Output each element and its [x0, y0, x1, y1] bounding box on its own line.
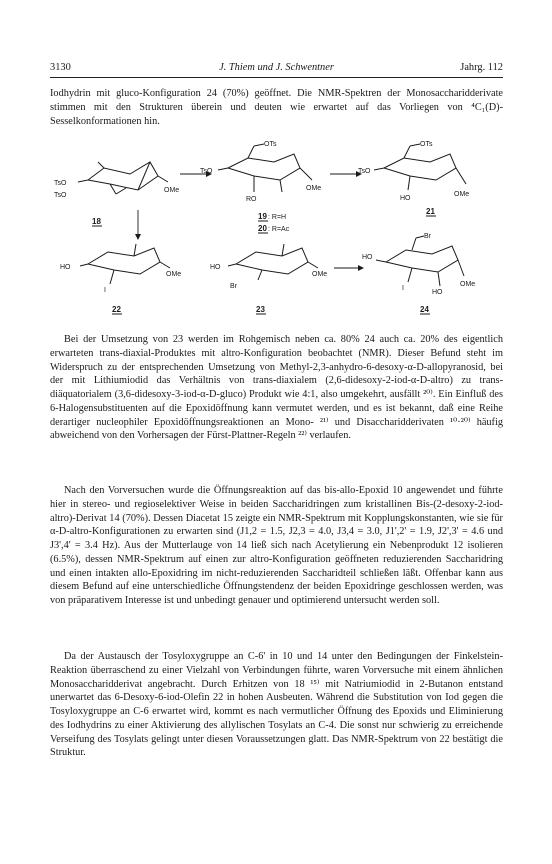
c24-i: I — [402, 285, 404, 292]
c24-br: Br — [424, 233, 431, 240]
c21-ome: OMe — [454, 191, 470, 198]
c24-ho-1: HO — [362, 254, 373, 261]
compound-18-structure — [54, 162, 179, 226]
c22-number: 22 — [112, 305, 121, 314]
c20-number: 20 — [258, 224, 267, 233]
c22-ome: OMe — [166, 271, 182, 278]
c18-number: 18 — [92, 217, 101, 226]
c18-tso-2: TsO — [54, 192, 67, 199]
c19-r-label: : R=H — [268, 214, 287, 221]
paragraph-umsetzung: Bei der Umsetzung von 23 werden im Rohgemisch neben ca. 80% 24 auch ca. 20% des eigentlich erwarteten trans-diaxial-Produktes mit altro-Konfiguration beobachtet (NMR). Dieser Befund steht im Widerspruch zu der entsprechenden Umsetzung von Methyl-2,3-anhydro-6-desoxy-α-D-allopyranosid, bei der mit Lithiumiodid das Verhältnis von trans-diaxialem (2,6-didesoxy-2-iod-α-D-altro) zu trans-diäquatorialem (3,6-didesoxy-3-iod-α-D-gluco) Produkt wie 4:1, also umgekehrt, ausfällt ²⁰⁾. Ein Einfluß des 6-Halogensubstituenten auf die Epoxidöffnung kann vermutet werden, und es ist bekannt, daß eine Reihe derartiger nucleophiler Epoxidöffnungsreaktionen an Mono- ²¹⁾ und Disaccharidderivaten ¹⁰·²⁰⁾ häufig abweichend von den Vorhersagen der Fürst-Plattner-Regeln ²²⁾ verlaufen. — [50, 334, 503, 442]
c18-ome: OMe — [164, 187, 180, 194]
page-number: 3130 — [50, 62, 71, 73]
c19-number: 19 — [258, 212, 267, 221]
c24-ho-2: HO — [432, 289, 443, 296]
c22-ho: HO — [60, 264, 71, 271]
c19-ro: RO — [246, 196, 257, 203]
compound-22-structure — [60, 244, 181, 314]
paragraph-intro: Iodhydrin mit gluco-Konfiguration 24 (70%) geöffnet. Die NMR-Spektren der Monosaccharidderivate stimmen mit den Strukturen überein und deuten wie erwartet auf das Vorliegen von ⁴C₁(D)-Sesselkonformationen hin. — [50, 88, 503, 127]
paragraph-vorversuche: Nach den Vorversuchen wurde die Öffnungsreaktion auf das bis-allo-Epoxid 10 angewendet und führte hier in stereo- und regioselektiver Weise in beiden Saccharidringen zum kristallinen Bis-(2-desoxy-2-iod-altro)-Derivat 14 (70%). Dessen Diacetat 15 zeigte ein NMR-Spektrum mit Kopplungskonstanten, wie sie für α-D-altro-Konfigurationen zu erwarten sind (J1,2 = 1.5, J2,3 = 4.0, J3,4 = 3.0, J1',2' = 1.9, J2',3' = 4.6 und J3',4' = 3.4 Hz). Aus der Mutterlauge von 14 ließ sich nach Acetylierung ein Nebenprodukt 12 isolieren (6.5%), dessen NMR-Spektrum auf einen zur altro-Konfiguration geöffneten reduzierenden Saccharidring und einen intakten allo-Epoxidring im nicht-reduzierenden Saccharidteil schließen läßt. Offenbar kann aus diesem Befund auf eine unterschiedliche Öffnungstendenz der beiden Epoxidringe geschlossen werden, was von präparativem Interesse ist und unbedingt genauer und optimierend untersucht werden soll. — [50, 485, 503, 606]
c19-ome: OMe — [306, 185, 322, 192]
c20-r-label: : R=Ac — [268, 226, 290, 233]
compound-21-structure — [358, 141, 469, 216]
c22-i: I — [104, 287, 106, 294]
c21-ots: OTs — [420, 141, 433, 148]
c19-tso: TsO — [200, 168, 213, 175]
c21-ho: HO — [400, 195, 411, 202]
c23-number: 23 — [256, 305, 265, 314]
c21-tso: TsO — [358, 168, 371, 175]
c24-number: 24 — [420, 305, 429, 314]
c23-br: Br — [230, 283, 237, 290]
running-title: J. Thiem und J. Schwentner — [219, 62, 334, 73]
compound-24-structure — [362, 233, 475, 314]
c23-ho: HO — [210, 264, 221, 271]
c21-number: 21 — [426, 207, 435, 216]
c23-ome: OMe — [312, 271, 328, 278]
c18-tso-1: TsO — [54, 180, 67, 187]
reaction-scheme — [50, 140, 503, 330]
compound-23-structure — [210, 244, 327, 314]
compound-19-20-structure — [200, 141, 321, 233]
c24-ome: OMe — [460, 281, 476, 288]
paragraph-austausch: Da der Austausch der Tosyloxygruppe an C-6' in 10 und 14 unter den Bedingungen der Finkelstein-Reaktion überraschend zu einer Vielzahl von Verbindungen führte, waren Vorversuche mit einem ähnlichen Monosaccharidderivat angebracht. Durch Erhitzen von 18 ¹⁵⁾ mit Natriumiodid in 2-Butanon entstand unerwartet das 6-Desoxy-6-iod-Olefin 22 in hohen Ausbeuten. Während die Substitution von Iod gegen die Tosyloxygruppe an C-6 erwartet wird, kommt es nach vermutlicher Öffnung des Epoxids und Eliminierung des Iodhydrins zu einer Aktivierung des allylischen Tosylats an C-4. Die sonst nur schwierig zu erreichende Verseifung des Tosylats gelingt unter diesen Voraussetzungen glatt. Das NMR-Spektrum von 22 bestätigt die Struktur. — [50, 651, 503, 759]
running-header — [50, 61, 503, 78]
journal-year: Jahrg. 112 — [460, 62, 503, 73]
c19-ots: OTs — [264, 141, 277, 148]
